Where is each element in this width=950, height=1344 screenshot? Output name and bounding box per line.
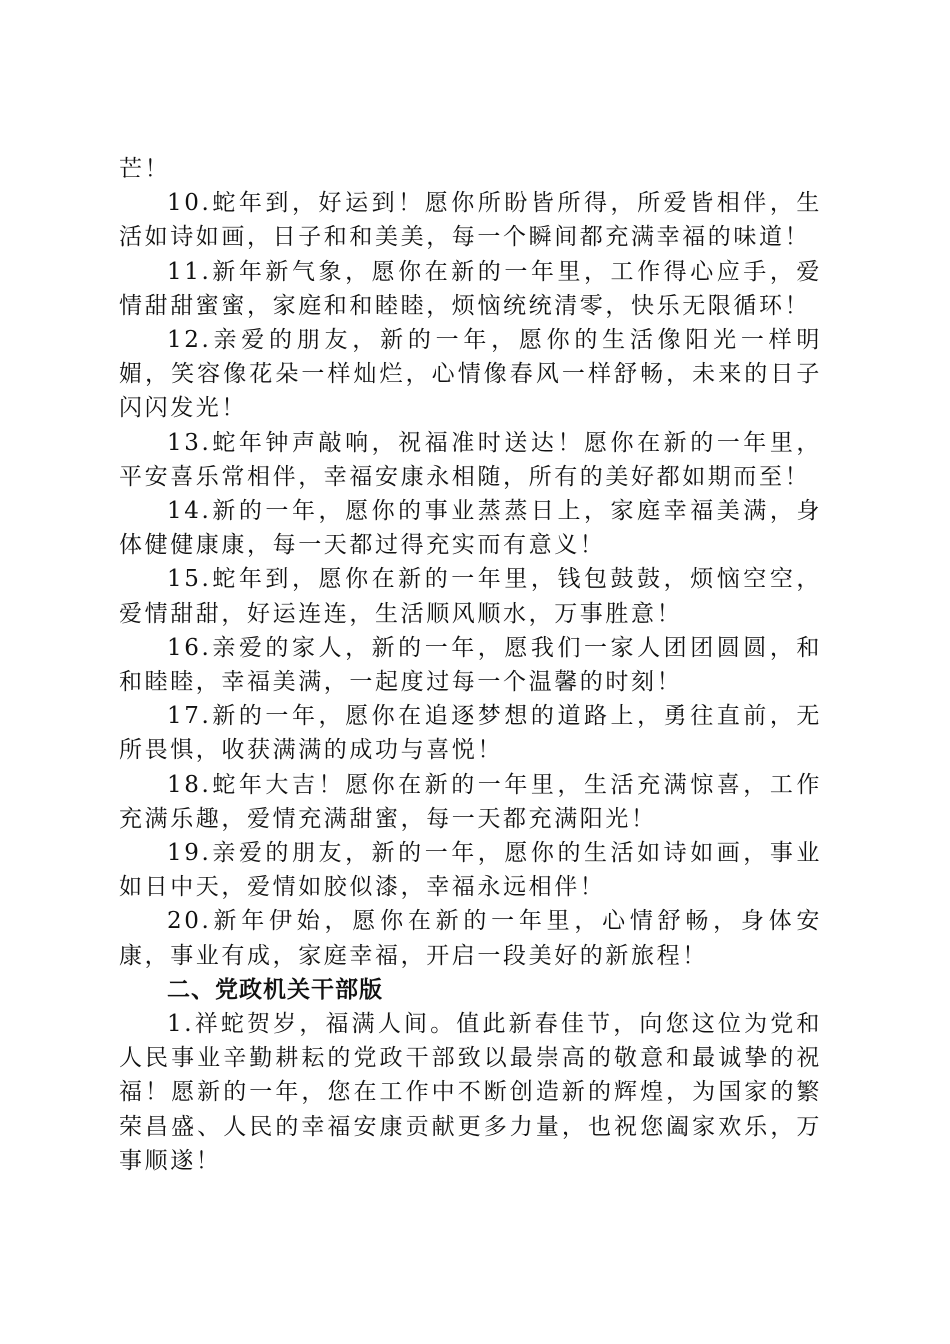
- cadre-blessing-item-1: 1.祥蛇贺岁，福满人间。值此新春佳节，向您这位为党和人民事业辛勤耕耘的党政干部致以最崇高的敬意和最诚挚的祝福！愿新的一年，您在工作中不断创造新的辉煌，为国家的繁荣昌盛、人民的幸福安康贡献更多力量，也祝您阖家欢乐，万事顺遂！: [119, 1011, 822, 1174]
- blessing-item-17: 17.新的一年，愿你在追逐梦想的道路上，勇往直前，无所畏惧，收获满满的成功与喜悦！: [119, 703, 822, 764]
- blessing-item-15: 15.蛇年到，愿你在新的一年里，钱包鼓鼓，烦恼空空，爱情甜甜，好运连连，生活顺风顺水，万事胜意！: [119, 566, 822, 627]
- blessing-item-18: 18.蛇年大吉！愿你在新的一年里，生活充满惊喜，工作充满乐趣，爱情充满甜蜜，每一天都充满阳光！: [119, 771, 822, 832]
- blessing-item-13: 13.蛇年钟声敲响，祝福准时送达！愿你在新的一年里，平安喜乐常相伴，幸福安康永相随，所有的美好都如期而至！: [119, 429, 822, 490]
- blessing-item-16: 16.亲爱的家人，新的一年，愿我们一家人团团圆圆，和和睦睦，幸福美满，一起度过每一个温馨的时刻！: [119, 634, 822, 696]
- blessing-item-14: 14.新的一年，愿你的事业蒸蒸日上，家庭幸福美满，身体健健康康，每一天都过得充实而有意义！: [119, 498, 822, 559]
- document-body: [119, 152, 822, 1178]
- blessing-item-10: 10.蛇年到，好运到！愿你所盼皆所得，所爱皆相伴，生活如诗如画，日子和和美美，每一个瞬间都充满幸福的味道！: [119, 190, 822, 251]
- blessing-item-12: 12.亲爱的朋友，新的一年，愿你的生活像阳光一样明媚，笑容像花朵一样灿烂，心情像春风一样舒畅，未来的日子闪闪发光！: [119, 327, 822, 422]
- blessing-item-19: 19.亲爱的朋友，新的一年，愿你的生活如诗如画，事业如日中天，爱情如胶似漆，幸福永远相伴！: [119, 840, 822, 901]
- section-heading: 二、党政机关干部版: [167, 976, 383, 1003]
- blessing-item-20: 20.新年伊始，愿你在新的一年里，心情舒畅，身体安康，事业有成，家庭幸福，开启一段美好的新旅程！: [119, 908, 822, 969]
- blessing-item-11: 11.新年新气象，愿你在新的一年里，工作得心应手，爱情甜甜蜜蜜，家庭和和睦睦，烦恼统统清零，快乐无限循环！: [119, 258, 822, 319]
- paragraph-continuation: 芒！: [119, 156, 171, 182]
